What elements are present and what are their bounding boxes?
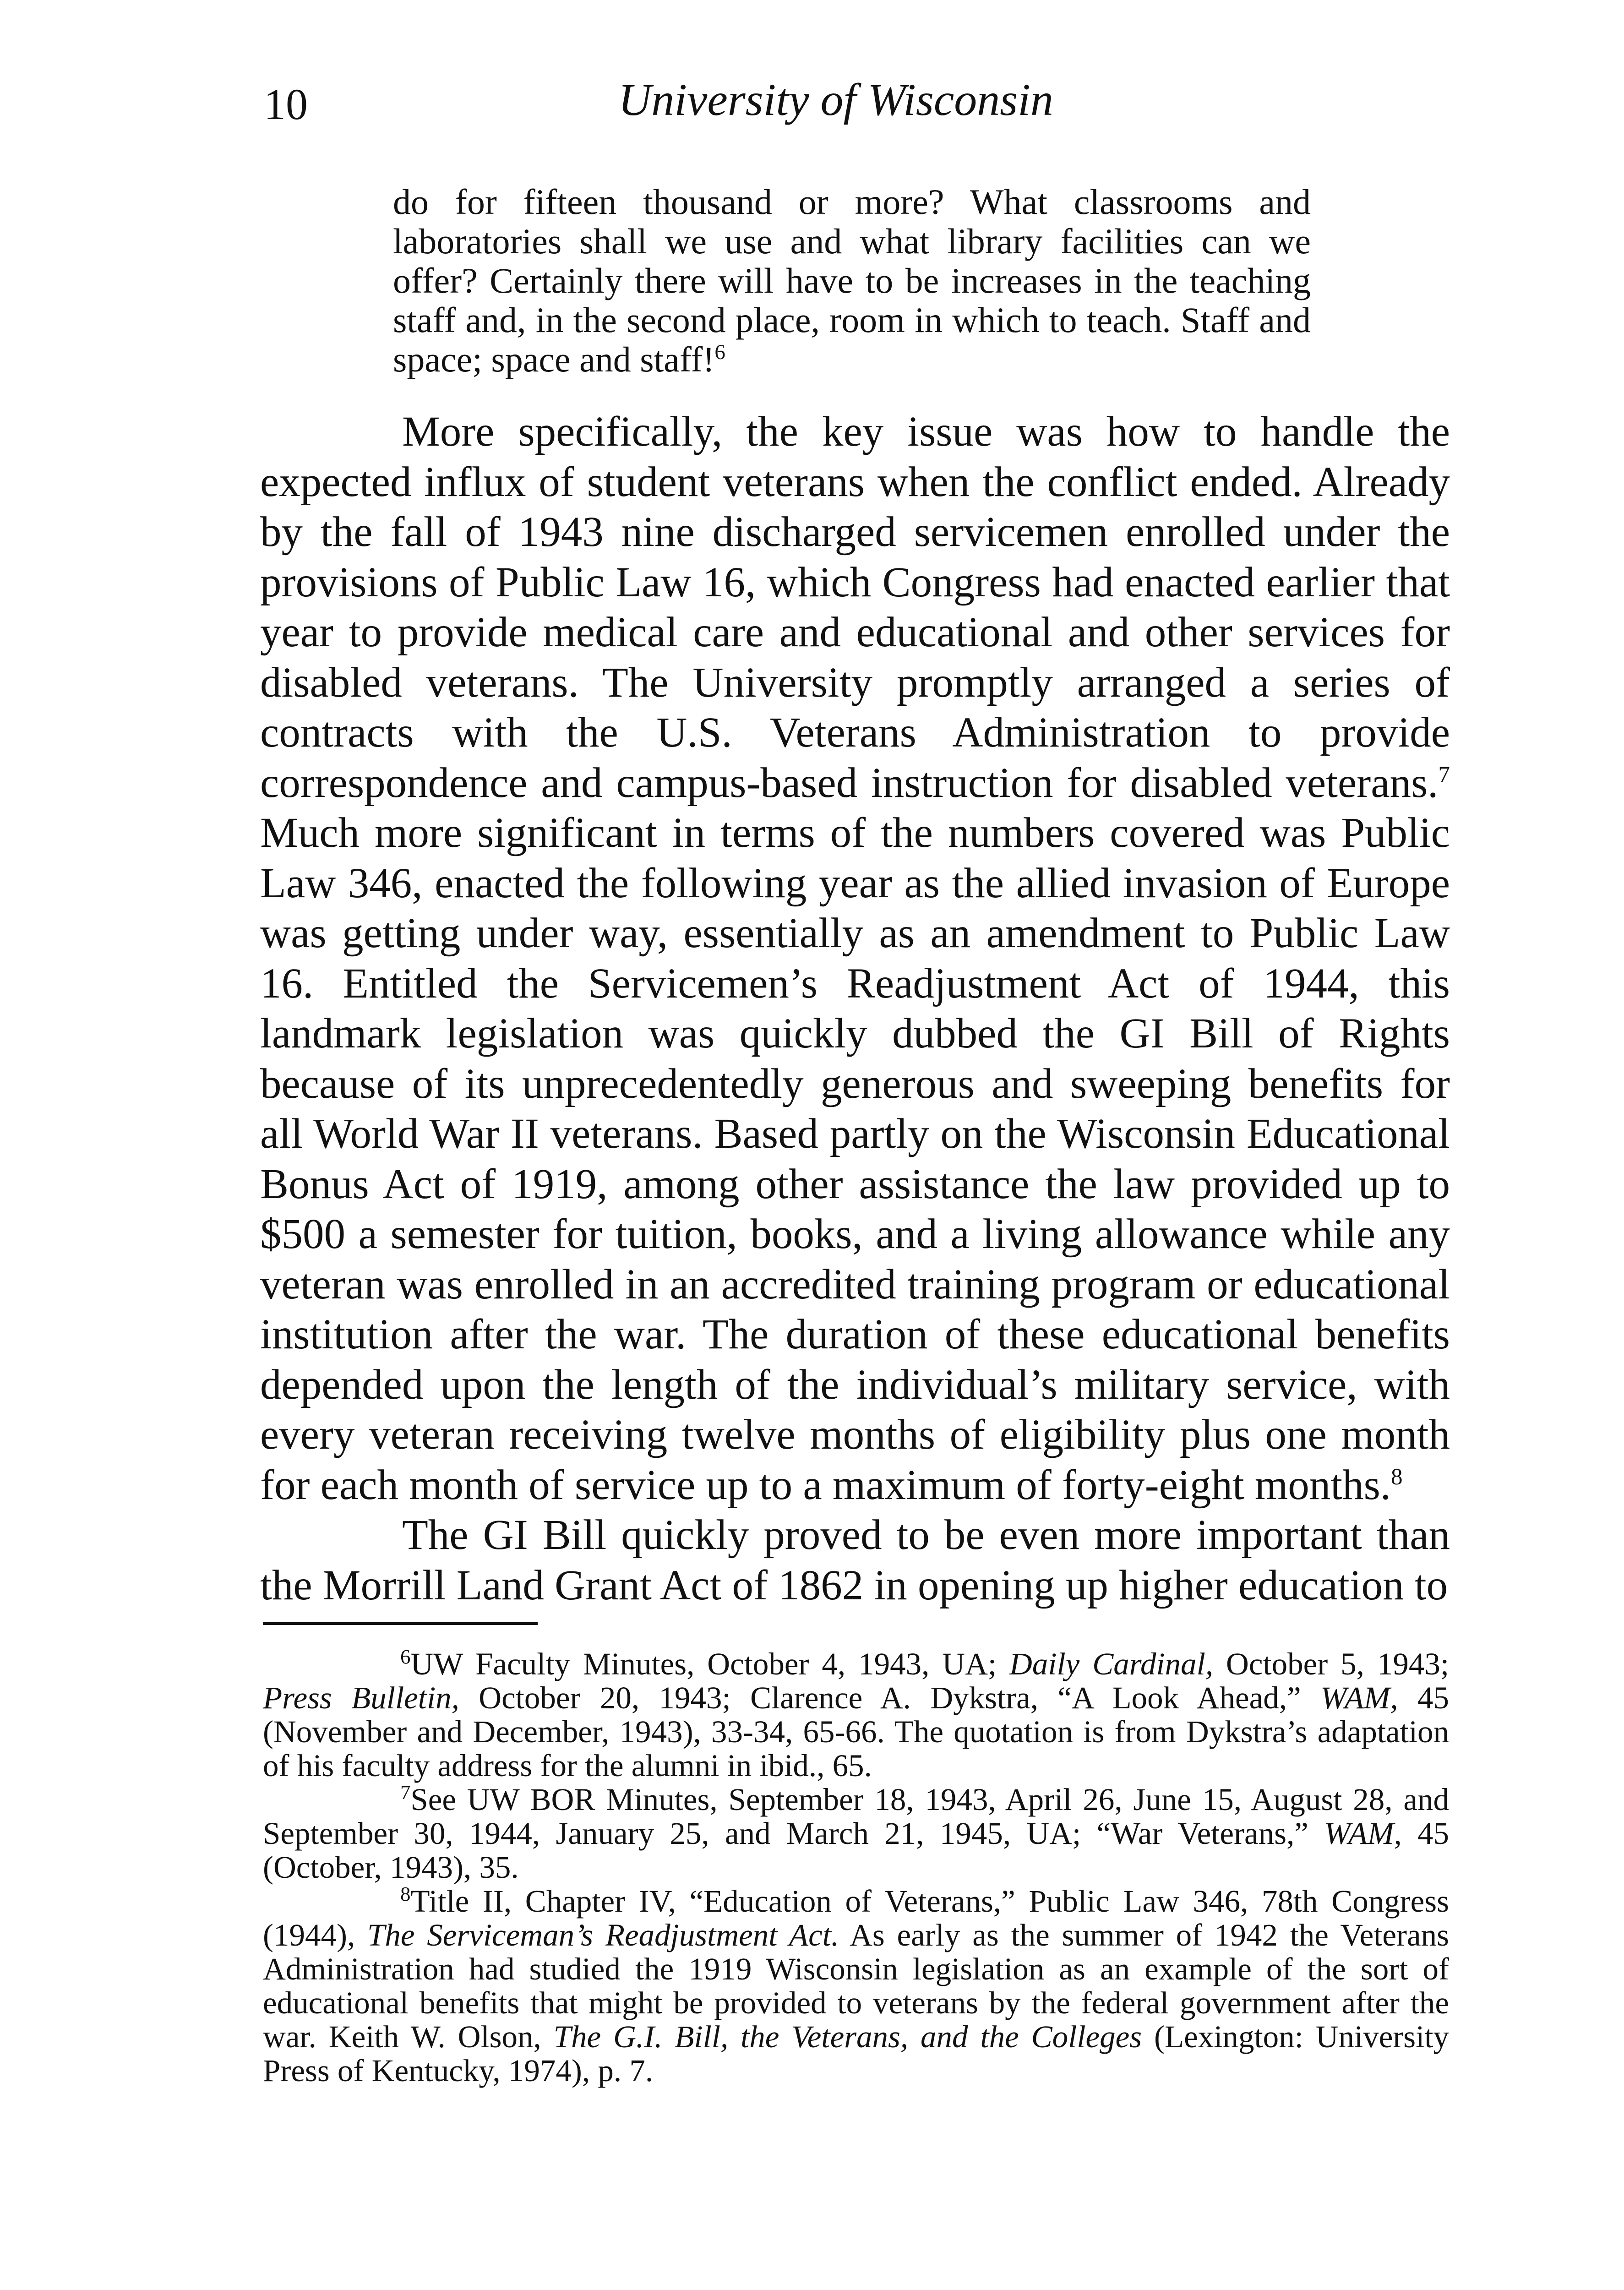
quote-text: do for fifteen thousand or more? What classrooms and laboratories shall we use and what library facilities can we offer? Certainly there will have to be increases in the teaching staff and, in the second place, room in which to teach. Staff and space; space and staff! bbox=[393, 182, 1311, 379]
footnote-italic: Press Bulletin, bbox=[263, 1680, 459, 1715]
footnote-8 bbox=[263, 1884, 1449, 2088]
footnote-number: 7 bbox=[400, 1781, 411, 1804]
footnote-ref-7: 7 bbox=[1438, 761, 1450, 788]
body-text bbox=[260, 407, 1450, 1610]
paragraph-2: The GI Bill quickly proved to be even more important than the Morrill Land Grant Act of 1862 in opening up higher education to bbox=[260, 1511, 1450, 1609]
footnote-italic: WAM, bbox=[1320, 1680, 1398, 1715]
footnote-text: See UW BOR Minutes, September 18, 1943, April 26, June 15, August 28, and September 30, 1944, January 25, and March 21, 1945, UA; “War Veterans,” bbox=[263, 1782, 1449, 1851]
footnote-italic: The G.I. Bill, the Veterans, and the Colleges bbox=[553, 2019, 1142, 2054]
footnote-ref-8: 8 bbox=[1391, 1463, 1403, 1490]
footnote-italic: The Serviceman’s Readjustment Act. bbox=[367, 1918, 839, 1952]
footnote-text: 45 (October, 1943), 35. bbox=[263, 1816, 1450, 1885]
footnote-text: (Lexington: University Press of Kentucky, 1974), p. 7. bbox=[263, 2019, 1449, 2088]
footnote-italic: Daily Cardinal, bbox=[1009, 1647, 1214, 1681]
block-quote bbox=[393, 182, 1311, 379]
footnote-7 bbox=[263, 1783, 1449, 1884]
footnote-text: UW Faculty Minutes, October 4, 1943, UA; bbox=[410, 1647, 1009, 1681]
footnote-text: October 20, 1943; Clarence A. Dykstra, “A Look Ahead,” bbox=[459, 1680, 1321, 1715]
footnote-text: As early as the summer of 1942 the Veterans Administration had studied the 1919 Wisconsin legislation as an example of the sort of educational benefits that might be provided to veterans by the federal government after the war. Keith W. Olson, bbox=[263, 1918, 1449, 2054]
footnote-divider bbox=[263, 1622, 538, 1625]
page-number: 10 bbox=[264, 80, 308, 129]
footnote-italic: WAM, bbox=[1324, 1816, 1402, 1851]
paragraph-1-part-b: Much more significant in terms of the numbers covered was Public Law 346, enacted the following year as the allied invasion of Europe was getting under way, essentially as an amendment to Public Law 16. Entitled the Servicemen’s Readjustment Act of 1944, this landmark legislation was quickly dubbed the GI Bill of Rights because of its unprecedentedly generous and sweeping benefits for all World War II veterans. Based partly on the Wisconsin Educational Bonus Act of 1919, among other assistance the law provided up to $500 a semester for tuition, books, and a living allowance while any veteran was enrolled in an accredited training program or educational institution after the war. The duration of these educational benefits depended upon the length of the individual’s military service, with every veteran receiving twelve months of eligibility plus one month for each month of service up to a maximum of forty-eight months. bbox=[260, 809, 1450, 1509]
footnote-text: 45 (November and December, 1943), 33-34, 65-66. The quotation is from Dykstra’s adaptation of his faculty address for the alumni in ibid., 65. bbox=[263, 1680, 1450, 1783]
footnote-number: 6 bbox=[400, 1645, 411, 1668]
footnote-6 bbox=[263, 1647, 1449, 1783]
footnote-text: October 5, 1943; bbox=[1213, 1647, 1450, 1681]
paragraph-1 bbox=[260, 407, 1450, 1510]
footnote-text: Title II, Chapter IV, “Education of Veterans,” Public Law 346, 78th Congress (1944), bbox=[263, 1884, 1449, 1952]
paragraph-1-part-a: More specifically, the key issue was how to handle the expected influx of student veterans when the conflict ended. Already by the fall of 1943 nine discharged servicemen enrolled under the provisions of Public Law 16, which Congress had enacted earlier that year to provide medical care and educational and other services for disabled veterans. The University promptly arranged a series of contracts with the U.S. Veterans Administration to provide correspondence and campus-based instruction for disabled veterans. bbox=[260, 408, 1450, 807]
footnotes bbox=[263, 1647, 1449, 2088]
running-title: University of Wisconsin bbox=[618, 74, 1053, 125]
footnote-number: 8 bbox=[400, 1882, 411, 1905]
footnote-ref-6: 6 bbox=[714, 340, 725, 364]
